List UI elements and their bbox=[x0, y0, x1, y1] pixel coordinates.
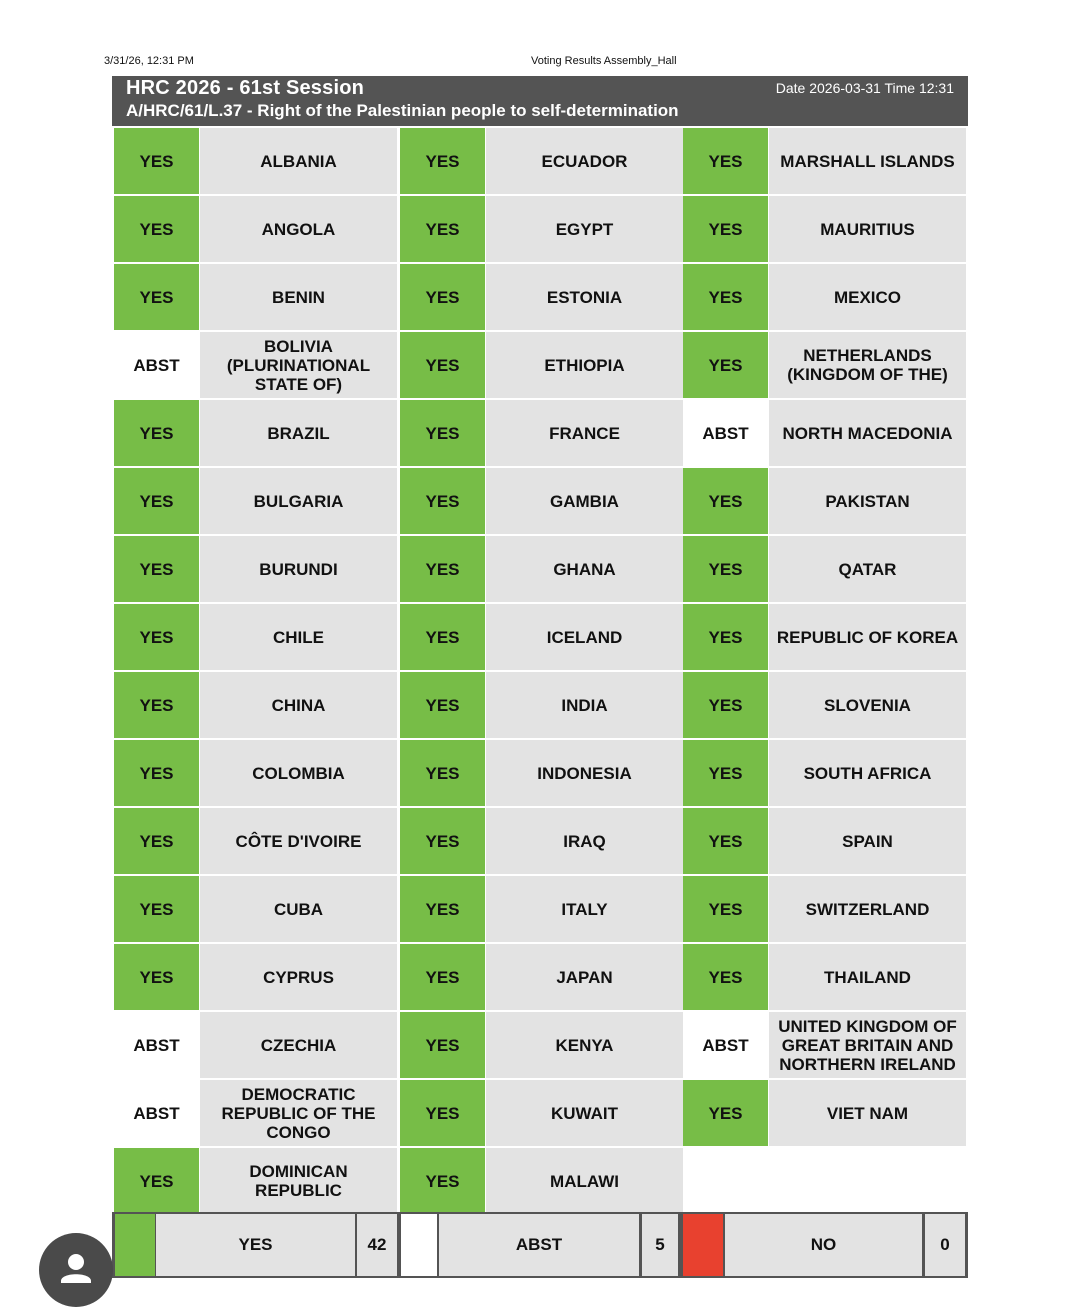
vote-cell: YES bbox=[114, 876, 199, 942]
country-cell: BRAZIL bbox=[200, 400, 397, 466]
country-cell: CHILE bbox=[200, 604, 397, 670]
country-cell: GHANA bbox=[486, 536, 683, 602]
country-cell: MARSHALL ISLANDS bbox=[769, 128, 966, 194]
country-cell: SLOVENIA bbox=[769, 672, 966, 738]
vote-cell: YES bbox=[400, 672, 485, 738]
country-cell: CÔTE D'IVOIRE bbox=[200, 808, 397, 874]
vote-cell: YES bbox=[400, 468, 485, 534]
vote-cell: YES bbox=[683, 876, 768, 942]
vote-cell: YES bbox=[400, 944, 485, 1010]
total-label-abst: ABST bbox=[439, 1214, 639, 1276]
country-cell: KUWAIT bbox=[486, 1080, 683, 1146]
country-cell: BOLIVIA (PLURINATIONAL STATE OF) bbox=[200, 332, 397, 398]
total-swatch-no bbox=[683, 1214, 723, 1276]
vote-cell: ABST bbox=[114, 332, 199, 398]
country-cell: REPUBLIC OF KOREA bbox=[769, 604, 966, 670]
country-cell: ICELAND bbox=[486, 604, 683, 670]
vote-cell: ABST bbox=[114, 1080, 199, 1146]
country-cell: GAMBIA bbox=[486, 468, 683, 534]
country-cell: NORTH MACEDONIA bbox=[769, 400, 966, 466]
vote-cell: YES bbox=[683, 944, 768, 1010]
country-cell: UNITED KINGDOM OF GREAT BRITAIN AND NORTHERN IRELAND bbox=[769, 1012, 966, 1078]
vote-cell: YES bbox=[400, 536, 485, 602]
country-cell: ANGOLA bbox=[200, 196, 397, 262]
country-cell: CHINA bbox=[200, 672, 397, 738]
country-cell: ESTONIA bbox=[486, 264, 683, 330]
vote-cell: YES bbox=[400, 808, 485, 874]
vote-cell: YES bbox=[400, 1080, 485, 1146]
print-header bbox=[0, 55, 1080, 69]
vote-cell: YES bbox=[400, 1012, 485, 1078]
country-cell: ALBANIA bbox=[200, 128, 397, 194]
vote-cell: ABST bbox=[683, 1012, 768, 1078]
vote-cell: YES bbox=[683, 740, 768, 806]
vote-cell: YES bbox=[400, 128, 485, 194]
vote-cell: YES bbox=[400, 876, 485, 942]
vote-cell: YES bbox=[683, 332, 768, 398]
print-timestamp: 3/31/26, 12:31 PM bbox=[104, 55, 194, 67]
country-cell: SOUTH AFRICA bbox=[769, 740, 966, 806]
country-cell: QATAR bbox=[769, 536, 966, 602]
total-swatch-abst bbox=[401, 1214, 437, 1276]
vote-cell: YES bbox=[400, 400, 485, 466]
vote-cell: YES bbox=[114, 672, 199, 738]
vote-cell: YES bbox=[114, 1148, 199, 1214]
country-cell: BURUNDI bbox=[200, 536, 397, 602]
vote-grid bbox=[114, 128, 968, 1212]
country-cell: INDONESIA bbox=[486, 740, 683, 806]
country-cell: COLOMBIA bbox=[200, 740, 397, 806]
user-avatar-icon[interactable] bbox=[39, 1233, 113, 1307]
vote-cell: YES bbox=[114, 400, 199, 466]
country-cell: EGYPT bbox=[486, 196, 683, 262]
total-label-yes: YES bbox=[156, 1214, 355, 1276]
vote-cell: YES bbox=[683, 468, 768, 534]
vote-cell: YES bbox=[114, 196, 199, 262]
results-banner bbox=[112, 76, 968, 126]
country-cell: MALAWI bbox=[486, 1148, 683, 1214]
country-cell: INDIA bbox=[486, 672, 683, 738]
country-cell: DOMINICAN REPUBLIC bbox=[200, 1148, 397, 1214]
country-cell: THAILAND bbox=[769, 944, 966, 1010]
person-icon bbox=[39, 1233, 113, 1307]
vote-cell: YES bbox=[683, 1080, 768, 1146]
resolution-title: A/HRC/61/L.37 - Right of the Palestinian people to self-determination bbox=[126, 101, 679, 120]
country-cell: PAKISTAN bbox=[769, 468, 966, 534]
vote-cell: YES bbox=[683, 808, 768, 874]
country-cell: SWITZERLAND bbox=[769, 876, 966, 942]
vote-datetime: Date 2026-03-31 Time 12:31 bbox=[775, 80, 954, 96]
vote-cell: YES bbox=[400, 740, 485, 806]
country-cell: KENYA bbox=[486, 1012, 683, 1078]
total-count-yes: 42 bbox=[357, 1214, 397, 1276]
vote-cell: YES bbox=[114, 468, 199, 534]
country-cell: DEMOCRATIC REPUBLIC OF THE CONGO bbox=[200, 1080, 397, 1146]
vote-cell: YES bbox=[114, 604, 199, 670]
total-label-no: NO bbox=[725, 1214, 922, 1276]
print-doc-title: Voting Results Assembly_Hall bbox=[531, 55, 677, 67]
vote-cell: YES bbox=[683, 264, 768, 330]
vote-cell: YES bbox=[400, 196, 485, 262]
vote-cell: YES bbox=[114, 740, 199, 806]
vote-cell: YES bbox=[683, 672, 768, 738]
vote-cell: YES bbox=[114, 808, 199, 874]
total-count-no: 0 bbox=[925, 1214, 965, 1276]
vote-cell: YES bbox=[683, 604, 768, 670]
vote-cell: YES bbox=[400, 604, 485, 670]
country-cell: FRANCE bbox=[486, 400, 683, 466]
vote-cell: ABST bbox=[683, 400, 768, 466]
vote-cell: YES bbox=[114, 264, 199, 330]
country-cell: ITALY bbox=[486, 876, 683, 942]
country-cell: ETHIOPIA bbox=[486, 332, 683, 398]
vote-cell: YES bbox=[400, 1148, 485, 1214]
vote-cell: YES bbox=[114, 536, 199, 602]
country-cell: IRAQ bbox=[486, 808, 683, 874]
country-cell: BULGARIA bbox=[200, 468, 397, 534]
session-title: HRC 2026 - 61st Session bbox=[126, 77, 365, 99]
country-cell: CUBA bbox=[200, 876, 397, 942]
country-cell: SPAIN bbox=[769, 808, 966, 874]
country-cell: NETHERLANDS (KINGDOM OF THE) bbox=[769, 332, 966, 398]
vote-cell: YES bbox=[400, 332, 485, 398]
country-cell: BENIN bbox=[200, 264, 397, 330]
country-cell: MAURITIUS bbox=[769, 196, 966, 262]
vote-cell: YES bbox=[683, 128, 768, 194]
vote-cell: YES bbox=[400, 264, 485, 330]
vote-cell: YES bbox=[683, 196, 768, 262]
total-count-abst: 5 bbox=[642, 1214, 678, 1276]
country-cell: MEXICO bbox=[769, 264, 966, 330]
country-cell: VIET NAM bbox=[769, 1080, 966, 1146]
country-cell: ECUADOR bbox=[486, 128, 683, 194]
country-cell: JAPAN bbox=[486, 944, 683, 1010]
vote-cell: YES bbox=[114, 128, 199, 194]
vote-cell: YES bbox=[683, 536, 768, 602]
country-cell: CZECHIA bbox=[200, 1012, 397, 1078]
total-swatch-yes bbox=[115, 1214, 155, 1276]
country-cell: CYPRUS bbox=[200, 944, 397, 1010]
totals-bar bbox=[112, 1212, 968, 1278]
vote-cell: ABST bbox=[114, 1012, 199, 1078]
vote-cell: YES bbox=[114, 944, 199, 1010]
